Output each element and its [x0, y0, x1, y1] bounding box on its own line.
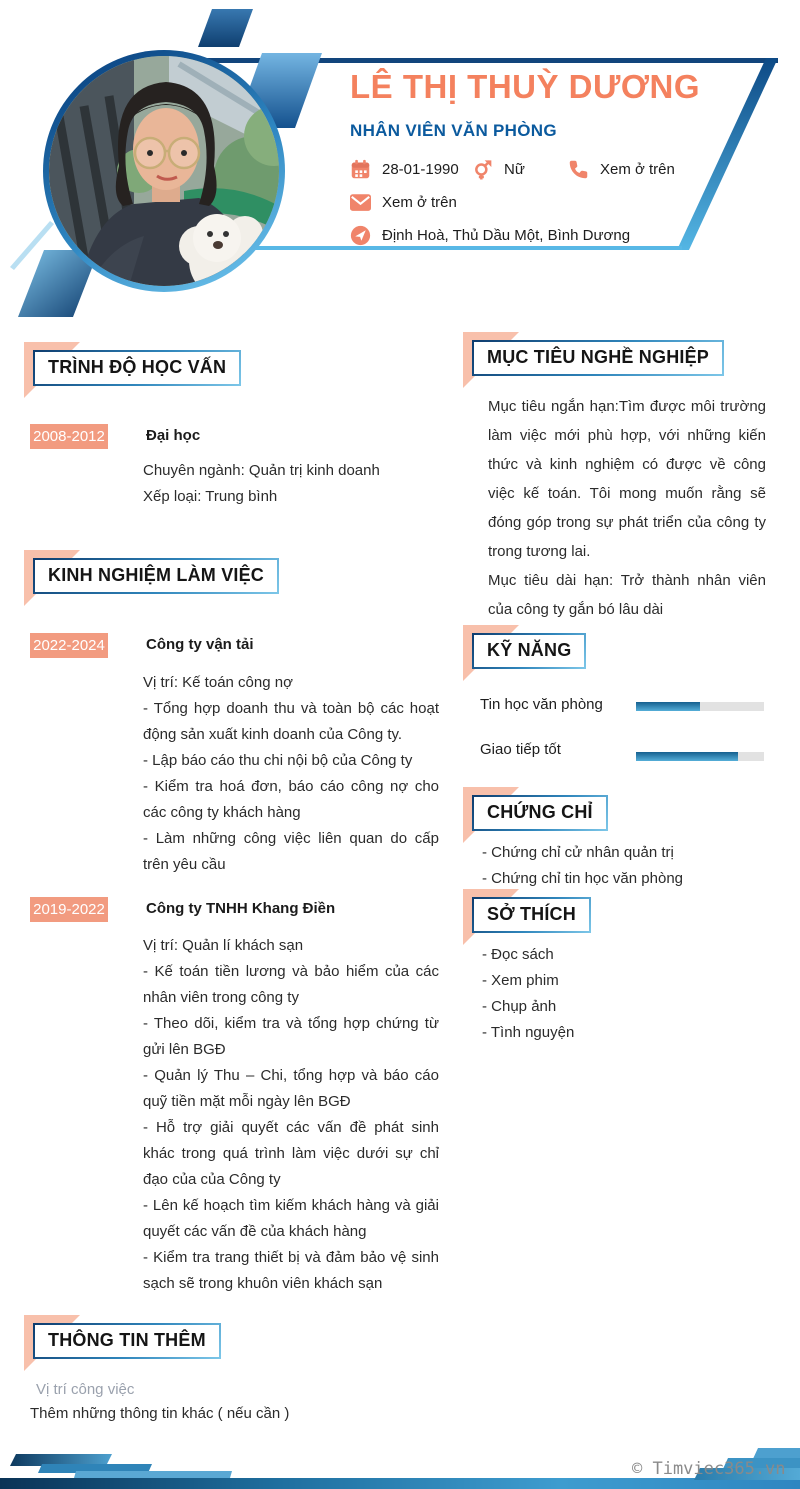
- hobbies-heading: SỞ THÍCH: [472, 897, 591, 933]
- job-line: - Kế toán tiền lương và bảo hiểm của các nhân viên trong công ty: [143, 963, 439, 1006]
- objective-short-term: Mục tiêu ngắn hạn:Tìm được môi trường làm việc mới phù hợp, với những kiến thức và kinh nghiệm có được về công việc kế toán. Tôi mong muốn rằng sẽ đóng góp trong sự phát triển của công ty trong tương lai.: [488, 398, 766, 560]
- location-icon: [350, 225, 371, 246]
- contact-gender: [473, 158, 525, 180]
- job-line: - Làm những công việc liên quan do cấp trên yêu cầu: [143, 830, 439, 873]
- job2-description: [143, 933, 439, 1297]
- section-additional-info: [33, 1323, 221, 1359]
- gender-icon: [473, 159, 493, 180]
- education-details: [143, 458, 443, 510]
- education-rank: Xếp loại: Trung bình: [143, 488, 278, 505]
- job1-description: [143, 670, 439, 878]
- hobbies-list: [482, 942, 772, 1046]
- job-line: - Tổng hợp doanh thu và toàn bộ các hoạt động sản xuất kinh doanh của Công ty.: [143, 700, 439, 743]
- skill-bar-fill: [636, 702, 700, 711]
- job-line: Vị trí: Kế toán công nợ: [143, 674, 293, 691]
- certificates-heading: CHỨNG CHỈ: [472, 795, 608, 831]
- contact-address: [350, 224, 630, 246]
- phone-icon: [568, 159, 589, 180]
- job-line: - Lập báo cáo thu chi nội bộ của Công ty: [143, 752, 413, 769]
- skill-bar-fill: [636, 752, 738, 761]
- job-line: - Kiểm tra hoá đơn, báo cáo công nợ cho các công ty khách hàng: [143, 778, 439, 821]
- candidate-name: LÊ THỊ THUỲ DƯƠNG: [350, 68, 701, 105]
- certificate-item: - Chứng chỉ tin học văn phòng: [482, 870, 683, 887]
- job-line: - Quản lý Thu – Chi, tổng hợp và báo cáo quỹ tiền mặt mỗi ngày lên BGĐ: [143, 1067, 439, 1110]
- education-school: Đại học: [146, 427, 201, 444]
- job1-period-badge: 2022-2024: [30, 633, 108, 658]
- gender-value: Nữ: [504, 160, 525, 178]
- education-period-badge: 2008-2012: [30, 424, 108, 449]
- photo-stripe-decoration: [0, 195, 90, 285]
- section-skills: [472, 633, 586, 669]
- job1-company: Công ty vận tải: [146, 636, 254, 653]
- experience-heading: KINH NGHIỆM LÀM VIỆC: [33, 558, 279, 594]
- address-value: Định Hoà, Thủ Dầu Một, Bình Dương: [382, 226, 631, 244]
- hobby-item: - Đọc sách: [482, 946, 554, 963]
- section-education: [33, 350, 241, 386]
- skill-bar: [636, 702, 764, 711]
- contact-email: [350, 191, 457, 213]
- skill-bar: [636, 752, 764, 761]
- job-line: - Theo dõi, kiểm tra và tổng hợp chứng từ gửi lên BGĐ: [143, 1015, 439, 1058]
- section-experience: [33, 558, 279, 594]
- job-line: - Lên kế hoạch tìm kiếm khách hàng và giải quyết các vấn đề của khách hàng: [143, 1197, 439, 1240]
- skills-heading: KỸ NĂNG: [472, 633, 586, 669]
- job2-company: Công ty TNHH Khang Điền: [146, 900, 336, 917]
- objective-heading: MỤC TIÊU NGHỀ NGHIỆP: [472, 340, 724, 376]
- additional-note: Thêm những thông tin khác ( nếu cần ): [30, 1405, 290, 1422]
- calendar-icon: [350, 159, 371, 180]
- watermark-link[interactable]: © Timviec365.vn: [632, 1459, 786, 1479]
- skill-label: Giao tiếp tốt: [480, 741, 561, 758]
- candidate-title: NHÂN VIÊN VĂN PHÒNG: [350, 121, 557, 140]
- certificates-list: [482, 840, 772, 892]
- job2-period-badge: 2019-2022: [30, 897, 108, 922]
- additional-heading: THÔNG TIN THÊM: [33, 1323, 221, 1359]
- section-objective: [472, 340, 724, 376]
- job-line: Vị trí: Quản lí khách sạn: [143, 937, 304, 954]
- skill-label: Tin học văn phòng: [480, 696, 603, 713]
- hobby-item: - Chụp ảnh: [482, 998, 557, 1015]
- email-icon: [350, 194, 371, 211]
- certificate-item: - Chứng chỉ cử nhân quản trị: [482, 844, 674, 861]
- additional-placeholder: Vị trí công việc: [36, 1381, 135, 1398]
- contact-phone: [568, 158, 675, 180]
- education-heading: TRÌNH ĐỘ HỌC VẤN: [33, 350, 241, 386]
- hobby-item: - Tình nguyện: [482, 1024, 575, 1041]
- contact-dob: [350, 158, 459, 180]
- job-line: - Hỗ trợ giải quyết các vấn đề phát sinh khác trong quá trình làm việc dưới sự chỉ đạo của của Công ty: [143, 1119, 439, 1188]
- objective-long-term: Mục tiêu dài hạn: Trở thành nhân viên của công ty gắn bó lâu dài: [488, 572, 766, 618]
- phone-value: Xem ở trên: [600, 160, 675, 178]
- education-major: Chuyên ngành: Quản trị kinh doanh: [143, 462, 380, 479]
- email-value: Xem ở trên: [382, 193, 457, 211]
- job-line: - Kiểm tra trang thiết bị và đảm bảo vệ sinh sạch sẽ trong khuôn viên khách sạn: [143, 1249, 439, 1292]
- objective-text: [488, 392, 766, 624]
- section-certificates: [472, 795, 608, 831]
- section-hobbies: [472, 897, 591, 933]
- hobby-item: - Xem phim: [482, 972, 559, 989]
- dob-value: 28-01-1990: [382, 160, 459, 178]
